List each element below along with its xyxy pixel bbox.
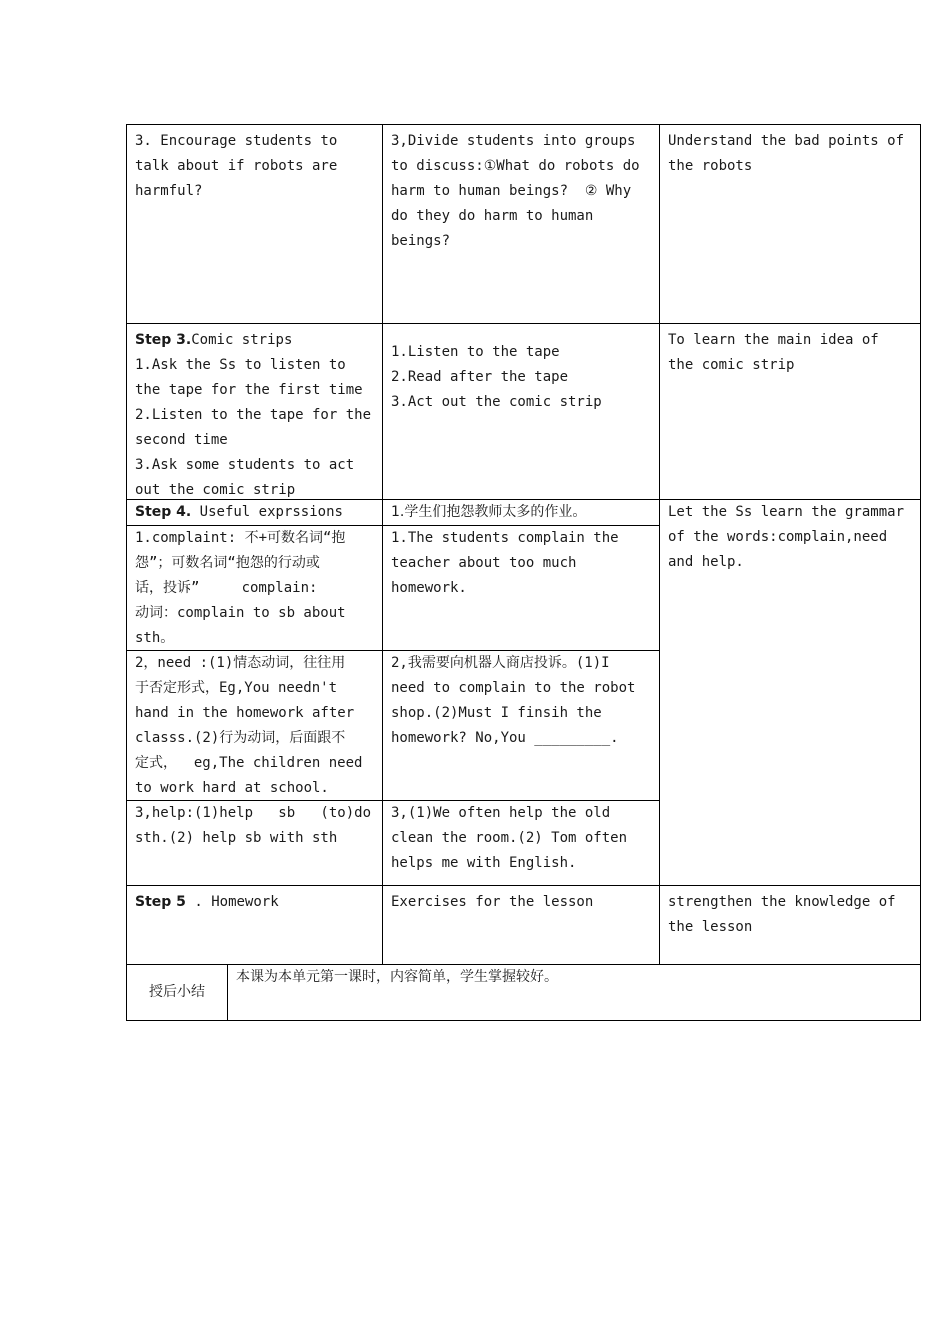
text-line: the lesson — [668, 919, 753, 935]
summary-text-cell — [228, 965, 921, 1021]
text-line: 2.Read after the tape — [391, 369, 569, 385]
step4-purpose-cell — [660, 500, 921, 886]
text-line: the comic strip — [668, 357, 795, 373]
text-line: out the comic strip — [135, 482, 296, 498]
text-line: need to complain to the robot — [391, 680, 636, 696]
text-line: sth。 — [135, 630, 175, 646]
text-line: 3,help:(1)help sb (to)do — [135, 805, 372, 821]
need-explanation-cell — [126, 651, 383, 801]
text-line: 1.Listen to the tape — [391, 344, 560, 360]
text-line: 1.The students complain the — [391, 530, 619, 546]
text-line: helps me with English. — [391, 855, 577, 871]
complaint-example-cell — [383, 526, 660, 651]
text-line: the tape for the first time — [135, 382, 363, 398]
text-line: classs.(2)行为动词，后面跟不 — [135, 730, 346, 746]
text-line: 话，投诉” complain: — [135, 580, 318, 596]
text-line: 于否定形式，Eg,You needn't — [135, 680, 338, 696]
text-line: and help. — [668, 554, 744, 570]
text-line: homework. — [391, 580, 467, 596]
step3-purpose-cell — [660, 324, 921, 500]
text-line: 动词：complain to sb about — [135, 605, 346, 621]
text-line: hand in the homework after — [135, 705, 355, 721]
text-line: homework? No,You _________. — [391, 730, 619, 746]
step5-teacher-activity-cell — [126, 886, 383, 965]
text-line: sth.(2) help sb with sth — [135, 830, 338, 846]
text-line: 2,我需要向机器人商店投诉。(1)I — [391, 655, 610, 671]
step-label: Step 3. — [135, 332, 192, 348]
step-title: . Homework — [185, 894, 279, 910]
text-line: strengthen the knowledge of — [668, 894, 896, 910]
text-line: Understand the bad points of — [668, 133, 905, 149]
text-line: Let the Ss learn the grammar — [668, 504, 905, 520]
text-line: shop.(2)Must I finsih the — [391, 705, 602, 721]
text-line: to work hard at school. — [135, 780, 329, 796]
text-line: of the words:complain,need — [668, 529, 888, 545]
text-line: To learn the main idea of — [668, 332, 879, 348]
text-line: 1.学生们抱怨教师太多的作业。 — [391, 504, 587, 520]
text-line: 1.Ask the Ss to listen to — [135, 357, 346, 373]
text-line: 3.Act out the comic strip — [391, 394, 602, 410]
step5-student-activity-cell — [383, 886, 660, 965]
step3-teacher-activity-cell — [126, 324, 383, 500]
robots-student-activity-cell — [383, 124, 660, 324]
step5-purpose-cell — [660, 886, 921, 965]
text-line: 3.Ask some students to act — [135, 457, 355, 473]
text-line: 1.complaint: 不+可数名词“抱 — [135, 530, 346, 546]
text-line: 3,(1)We often help the old — [391, 805, 611, 821]
step-label: Step 4. — [135, 504, 192, 520]
summary-label-cell — [126, 965, 228, 1021]
text-line: beings? — [391, 233, 451, 249]
text-line: the robots — [668, 158, 753, 174]
text-line: 怨”；可数名词“抱怨的行动或 — [135, 555, 320, 571]
step3-student-activity-cell — [383, 324, 660, 500]
help-explanation-cell — [126, 801, 383, 886]
text-line: harmful? — [135, 183, 203, 199]
robots-purpose-cell — [660, 124, 921, 324]
text-line: second time — [135, 432, 228, 448]
summary-text: 本课为本单元第一课时，内容简单，学生掌握较好。 — [236, 969, 558, 985]
need-example-cell — [383, 651, 660, 801]
step4-header-example-cell — [383, 500, 660, 526]
step-title: Comic strips — [191, 332, 293, 348]
text-line: clean the room.(2) Tom often — [391, 830, 628, 846]
text-line: talk about if robots are — [135, 158, 338, 174]
step4-header-cell — [126, 500, 383, 526]
robots-teacher-activity-cell — [126, 124, 383, 324]
text-line: Exercises for the lesson — [391, 894, 594, 910]
step-label: Step 5 — [135, 894, 186, 910]
summary-label: 授后小结 — [149, 984, 205, 1000]
text-line: 定式， eg,The children need — [135, 755, 363, 771]
text-line: teacher about too much — [391, 555, 577, 571]
text-line: 2，need :(1)情态动词，往往用 — [135, 655, 346, 671]
text-line: 3. Encourage students to — [135, 133, 338, 149]
text-line: do they do harm to human — [391, 208, 594, 224]
step-title: Useful exprssions — [191, 504, 343, 520]
help-example-cell — [383, 801, 660, 886]
text-line: 3,Divide students into groups — [391, 133, 636, 149]
text-line: harm to human beings? ② Why — [391, 183, 632, 199]
text-line: to discuss:①What do robots do — [391, 158, 640, 174]
text-line: 2.Listen to the tape for the — [135, 407, 372, 423]
complaint-explanation-cell — [126, 526, 383, 651]
